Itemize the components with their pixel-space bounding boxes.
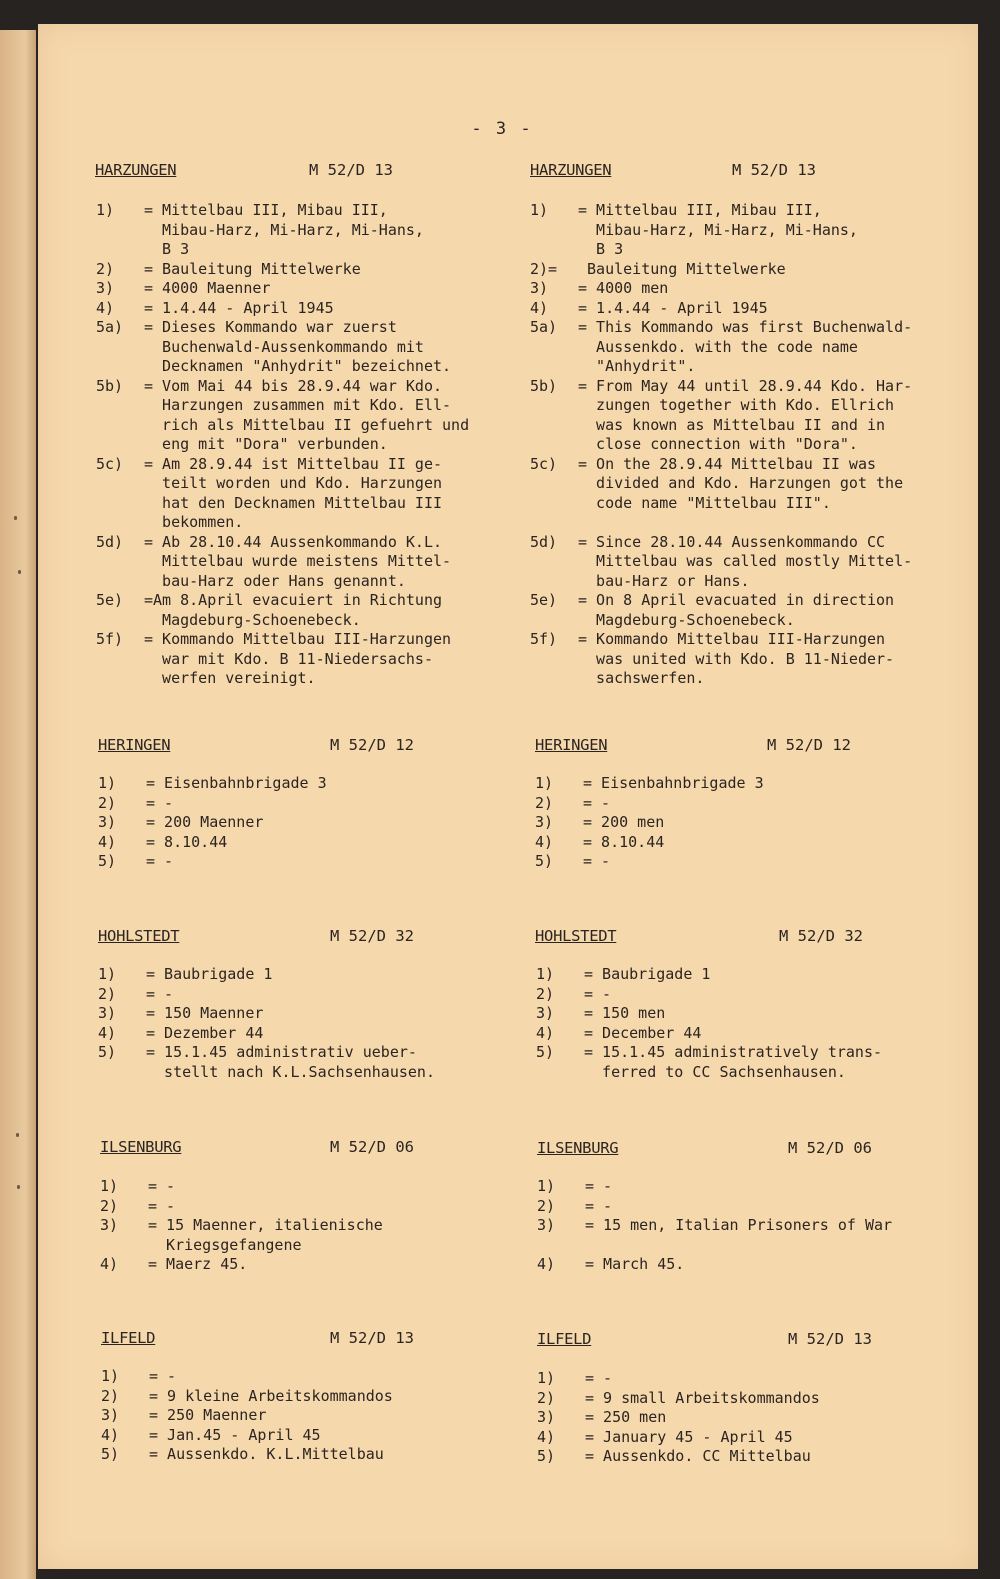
item-text: = Bauleitung Mittelwerke bbox=[144, 259, 361, 278]
item-number: 3) bbox=[535, 813, 554, 831]
item-text: = Baubrigade 1 bbox=[584, 965, 711, 983]
item-text: = Since 28.10.44 Aussenkommando CC Mittelbau was called mostly Mittel- bau-Harz or Hans. bbox=[578, 532, 913, 590]
item-number: 1) bbox=[98, 774, 117, 792]
item-text: = Kommando Mittelbau III-Harzungen was united with Kdo. B 11-Nieder- sachswerfen. bbox=[578, 630, 895, 687]
item-text: = Ab 28.10.44 Aussenkommando K.L. Mittelbau wurde meistens Mittel- bau-Harz oder Hans genannt. bbox=[144, 532, 452, 590]
list-item bbox=[537, 1216, 892, 1236]
list-item bbox=[98, 1043, 435, 1082]
item-number: 2) bbox=[537, 1388, 556, 1407]
item-text: = - bbox=[146, 852, 174, 870]
item-text: = 1.4.44 - April 1945 bbox=[144, 298, 334, 317]
place-name: ILSENBURG bbox=[537, 1139, 619, 1157]
item-number: 1) bbox=[98, 965, 117, 983]
item-number: 5) bbox=[536, 1043, 555, 1061]
list-item bbox=[98, 1024, 435, 1044]
list-item bbox=[536, 1043, 882, 1082]
item-text: = January 45 - April 45 bbox=[585, 1427, 793, 1446]
list-item bbox=[536, 1024, 882, 1044]
adjacent-page-edge bbox=[0, 30, 36, 1579]
reference-code: M 52/D 13 bbox=[732, 161, 816, 179]
list-item bbox=[101, 1426, 393, 1446]
item-text: = March 45. bbox=[585, 1255, 685, 1273]
item-number: 2) bbox=[536, 984, 555, 1003]
item-number: 2) bbox=[100, 1196, 119, 1215]
list-item bbox=[98, 833, 327, 853]
item-text: = 200 men bbox=[583, 813, 665, 831]
item-text: = Vom Mai 44 bis 28.9.44 war Kdo. Harzungen zusammen mit Kdo. Ell- rich als Mittelbau II gefuehrt und eng mit "Dora" verbunden. bbox=[144, 376, 470, 453]
place-name: HOHLSTEDT bbox=[98, 927, 180, 945]
item-text: = 150 men bbox=[584, 1004, 666, 1022]
item-number: 5a) bbox=[530, 318, 558, 336]
item-number: 4) bbox=[100, 1255, 119, 1273]
entry-header bbox=[98, 736, 414, 754]
entry-header bbox=[535, 927, 863, 945]
item-number: 5) bbox=[537, 1447, 556, 1465]
item-text: = - bbox=[585, 1369, 613, 1387]
list-item bbox=[530, 630, 912, 689]
list-item bbox=[535, 774, 764, 794]
list-item bbox=[537, 1389, 820, 1409]
item-number: 5f) bbox=[96, 630, 124, 648]
list-item bbox=[530, 318, 912, 377]
entry-header bbox=[100, 1138, 414, 1156]
reference-code: M 52/D 13 bbox=[330, 1329, 414, 1347]
list-item bbox=[98, 774, 327, 794]
item-text: = - bbox=[148, 1177, 176, 1195]
list-item bbox=[100, 1216, 383, 1255]
item-number: 1) bbox=[535, 774, 554, 792]
page-number: - 3 - bbox=[471, 119, 533, 139]
place-name: HARZUNGEN bbox=[530, 161, 612, 179]
item-text: = 8.10.44 bbox=[583, 832, 665, 851]
item-text: = 4000 Maenner bbox=[144, 279, 271, 297]
list-item bbox=[535, 813, 764, 833]
list-item bbox=[100, 1255, 383, 1275]
list-item bbox=[536, 1004, 882, 1024]
item-text: = - bbox=[146, 984, 174, 1003]
item-number: 5e) bbox=[530, 591, 558, 609]
list-item bbox=[536, 985, 882, 1005]
item-text: = 8.10.44 bbox=[146, 832, 228, 851]
item-number: 4) bbox=[98, 1023, 117, 1042]
list-item bbox=[537, 1369, 820, 1389]
entry-items bbox=[98, 774, 327, 872]
item-number: 5) bbox=[98, 852, 117, 870]
item-text: = Maerz 45. bbox=[148, 1255, 248, 1273]
place-name: HERINGEN bbox=[535, 736, 608, 754]
item-text: = 9 small Arbeitskommandos bbox=[585, 1388, 820, 1407]
item-number: 4) bbox=[537, 1427, 556, 1446]
item-text: Bauleitung Mittelwerke bbox=[578, 259, 786, 278]
list-item bbox=[530, 260, 912, 280]
item-number: 1) bbox=[100, 1177, 119, 1195]
list-item bbox=[100, 1197, 383, 1217]
list-item bbox=[530, 377, 912, 455]
entry-items bbox=[100, 1177, 383, 1275]
item-number: 4) bbox=[530, 298, 549, 317]
item-text: = - bbox=[585, 1196, 613, 1215]
item-number: 5c) bbox=[96, 454, 124, 473]
entry-items bbox=[101, 1367, 393, 1465]
item-text: = - bbox=[583, 793, 611, 812]
reference-code: M 52/D 13 bbox=[788, 1330, 872, 1348]
place-name: HERINGEN bbox=[98, 736, 171, 754]
item-text: = From May 44 until 28.9.44 Kdo. Har- zungen together with Kdo. Ellrich was known as Mittelbau II and in close connection with "Dora". bbox=[578, 376, 913, 453]
list-item bbox=[101, 1387, 393, 1407]
item-number: 1) bbox=[530, 201, 549, 219]
item-number: 3) bbox=[96, 279, 115, 297]
entry-header bbox=[537, 1330, 872, 1348]
entry-header bbox=[537, 1139, 872, 1157]
item-number: 3) bbox=[536, 1004, 555, 1022]
item-text: = - bbox=[146, 793, 174, 812]
item-number: 2) bbox=[96, 259, 115, 278]
item-text: = Aussenkdo. K.L.Mittelbau bbox=[149, 1445, 384, 1463]
entry-header bbox=[535, 736, 851, 754]
item-text: = 15 men, Italian Prisoners of War bbox=[585, 1216, 893, 1234]
list-item bbox=[98, 794, 327, 814]
list-item bbox=[100, 1177, 383, 1197]
item-text: = 1.4.44 - April 1945 bbox=[578, 298, 768, 317]
item-number: 1) bbox=[537, 1177, 556, 1195]
item-number: 3) bbox=[98, 1004, 117, 1022]
item-number: 3) bbox=[530, 279, 549, 297]
item-number: 1) bbox=[536, 965, 555, 983]
list-item bbox=[101, 1445, 393, 1465]
item-text: = Dieses Kommando war zuerst Buchenwald-Aussenkommando mit Decknamen "Anhydrit" bezeichnet. bbox=[144, 318, 452, 375]
item-text: = Mittelbau III, Mibau III, Mibau-Harz, Mi-Harz, Mi-Hans, B 3 bbox=[144, 201, 424, 258]
entry-items bbox=[537, 1369, 820, 1467]
item-number: 4) bbox=[98, 832, 117, 851]
item-text: = 250 men bbox=[585, 1408, 667, 1426]
document-page bbox=[38, 24, 978, 1569]
item-text: = - bbox=[583, 852, 611, 870]
entry-items bbox=[98, 965, 435, 1082]
item-text: = This Kommando was first Buchenwald- Aussenkdo. with the code name "Anhydrit". bbox=[578, 318, 913, 375]
list-item bbox=[98, 813, 327, 833]
place-name: HARZUNGEN bbox=[95, 161, 177, 179]
item-text: = 200 Maenner bbox=[146, 813, 264, 831]
list-item bbox=[530, 533, 912, 592]
list-item bbox=[537, 1197, 892, 1217]
item-number: 3) bbox=[101, 1406, 120, 1424]
list-item bbox=[96, 279, 469, 299]
list-item bbox=[96, 318, 469, 377]
item-number: 3) bbox=[98, 813, 117, 831]
list-item bbox=[537, 1255, 892, 1275]
item-text: = Dezember 44 bbox=[146, 1023, 264, 1042]
list-item bbox=[96, 201, 469, 260]
list-item bbox=[96, 455, 469, 533]
list-item bbox=[530, 201, 912, 260]
item-number: 4) bbox=[101, 1425, 120, 1444]
item-number: 5) bbox=[98, 1043, 117, 1061]
entry-items bbox=[536, 965, 882, 1082]
list-item bbox=[530, 455, 912, 514]
reference-code: M 52/D 12 bbox=[767, 736, 851, 754]
list-item bbox=[98, 985, 435, 1005]
reference-code: M 52/D 32 bbox=[779, 927, 863, 945]
entry-items bbox=[535, 774, 764, 872]
reference-code: M 52/D 13 bbox=[309, 161, 393, 179]
list-item bbox=[537, 1177, 892, 1197]
list-item bbox=[96, 260, 469, 280]
item-number: 4) bbox=[537, 1255, 556, 1273]
item-text: = - bbox=[584, 984, 612, 1003]
item-text: = Jan.45 - April 45 bbox=[149, 1425, 321, 1444]
item-text: = Eisenbahnbrigade 3 bbox=[583, 774, 764, 792]
item-text: = 150 Maenner bbox=[146, 1004, 264, 1022]
entry-items bbox=[530, 201, 912, 689]
item-number: 2) bbox=[98, 793, 117, 812]
item-number: 2)= bbox=[530, 259, 558, 278]
item-text: = Eisenbahnbrigade 3 bbox=[146, 774, 327, 792]
item-number: 5) bbox=[101, 1445, 120, 1463]
item-text: = Kommando Mittelbau III-Harzungen war mit Kdo. B 11-Niedersachs- werfen vereinigt. bbox=[144, 630, 452, 687]
item-text: = Am 28.9.44 ist Mittelbau II ge- teilt worden und Kdo. Harzungen hat den Decknamen Mittelbau III bekommen. bbox=[144, 454, 443, 531]
entry-items bbox=[96, 201, 469, 689]
item-text: = 15.1.45 administratively trans- ferred to CC Sachsenhausen. bbox=[584, 1043, 883, 1081]
item-text: = Mittelbau III, Mibau III, Mibau-Harz, Mi-Harz, Mi-Hans, B 3 bbox=[578, 201, 858, 258]
list-item bbox=[96, 377, 469, 455]
list-item bbox=[96, 630, 469, 689]
reference-code: M 52/D 06 bbox=[330, 1138, 414, 1156]
list-item bbox=[537, 1447, 820, 1467]
entry-items bbox=[537, 1177, 892, 1275]
list-item bbox=[535, 794, 764, 814]
entry-header bbox=[98, 927, 414, 945]
item-number: 5f) bbox=[530, 630, 558, 648]
list-item bbox=[101, 1367, 393, 1387]
list-item bbox=[101, 1406, 393, 1426]
item-text: = - bbox=[149, 1367, 177, 1385]
entry-header bbox=[530, 161, 816, 179]
item-number: 5b) bbox=[96, 376, 124, 395]
list-item bbox=[96, 533, 469, 592]
place-name: ILFELD bbox=[101, 1329, 156, 1347]
list-item bbox=[530, 299, 912, 319]
item-number: 2) bbox=[537, 1196, 556, 1215]
item-number: 3) bbox=[100, 1216, 119, 1234]
item-number: 3) bbox=[537, 1216, 556, 1234]
list-item bbox=[98, 852, 327, 872]
list-item bbox=[530, 279, 912, 299]
item-text: = - bbox=[148, 1196, 176, 1215]
item-number: 1) bbox=[537, 1369, 556, 1387]
item-number: 5) bbox=[535, 852, 554, 870]
item-text: = On 8 April evacuated in direction Magdeburg-Schoenebeck. bbox=[578, 591, 895, 629]
reference-code: M 52/D 32 bbox=[330, 927, 414, 945]
item-number: 5b) bbox=[530, 376, 558, 395]
item-text: = Aussenkdo. CC Mittelbau bbox=[585, 1447, 811, 1465]
item-number: 5d) bbox=[530, 532, 558, 551]
item-text: = Baubrigade 1 bbox=[146, 965, 273, 983]
item-text: = 4000 men bbox=[578, 279, 669, 297]
entry-header bbox=[101, 1329, 414, 1347]
list-item bbox=[536, 965, 882, 985]
item-number: 3) bbox=[537, 1408, 556, 1426]
item-number: 4) bbox=[535, 832, 554, 851]
item-number: 5e) bbox=[96, 591, 124, 609]
item-text: = 15 Maenner, italienische Kriegsgefangene bbox=[148, 1216, 383, 1254]
list-item bbox=[96, 591, 469, 630]
item-text: = 9 kleine Arbeitskommandos bbox=[149, 1386, 393, 1405]
item-number: 2) bbox=[101, 1386, 120, 1405]
item-text: = 250 Maenner bbox=[149, 1406, 267, 1424]
item-text: = 15.1.45 administrativ ueber- stellt nach K.L.Sachsenhausen. bbox=[146, 1043, 435, 1081]
place-name: HOHLSTEDT bbox=[535, 927, 617, 945]
reference-code: M 52/D 12 bbox=[330, 736, 414, 754]
item-number: 1) bbox=[96, 201, 115, 219]
item-text: = - bbox=[585, 1177, 613, 1195]
item-text: = On the 28.9.44 Mittelbau II was divided and Kdo. Harzungen got the code name "Mittelbau III". bbox=[578, 454, 904, 512]
list-item bbox=[535, 833, 764, 853]
list-item bbox=[537, 1408, 820, 1428]
item-number: 4) bbox=[536, 1023, 555, 1042]
reference-code: M 52/D 06 bbox=[788, 1139, 872, 1157]
item-number: 2) bbox=[535, 793, 554, 812]
item-number: 5a) bbox=[96, 318, 124, 336]
item-text: = December 44 bbox=[584, 1023, 702, 1042]
place-name: ILFELD bbox=[537, 1330, 592, 1348]
entry-header bbox=[95, 161, 393, 179]
item-number: 4) bbox=[96, 298, 115, 317]
list-item bbox=[96, 299, 469, 319]
item-number: 5d) bbox=[96, 532, 124, 551]
list-item bbox=[530, 591, 912, 630]
place-name: ILSENBURG bbox=[100, 1138, 182, 1156]
list-item bbox=[98, 965, 435, 985]
item-number: 5c) bbox=[530, 454, 558, 473]
list-item bbox=[537, 1428, 820, 1448]
list-item bbox=[535, 852, 764, 872]
item-text: =Am 8.April evacuiert in Richtung Magdeburg-Schoenebeck. bbox=[144, 591, 443, 629]
list-item bbox=[98, 1004, 435, 1024]
item-number: 2) bbox=[98, 984, 117, 1003]
item-number: 1) bbox=[101, 1367, 120, 1385]
